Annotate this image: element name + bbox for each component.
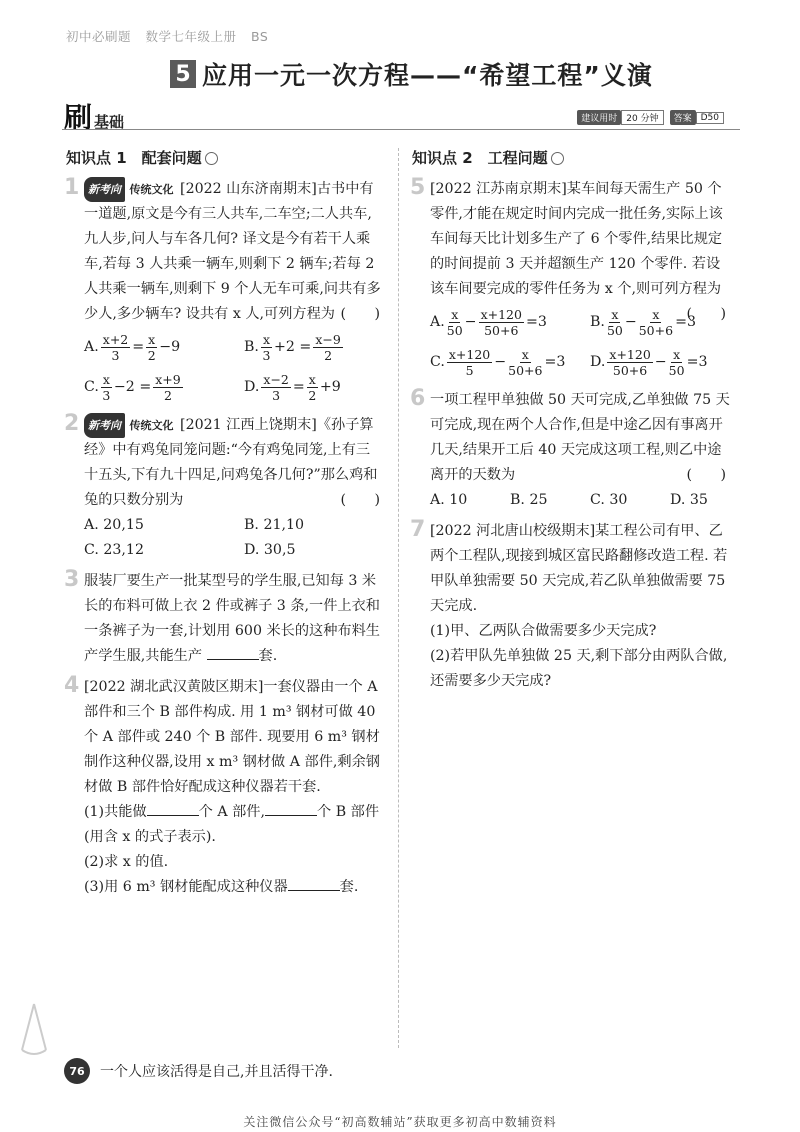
numerator: x [262,331,270,347]
time-value: 20 分钟 [621,110,663,125]
fraction [153,372,182,403]
question-1 [64,175,384,407]
fraction [479,307,524,338]
fraction [447,347,492,378]
fraction [261,332,272,363]
culture-tag: 传统文化 [129,183,174,196]
denominator: 2 [308,387,317,403]
footer [64,1058,333,1084]
numerator: x−9 [315,331,341,347]
option-label: D. [590,353,606,370]
numerator: x+9 [155,371,181,387]
question-number: 2 [64,411,80,436]
question-6 [410,386,730,513]
sub-question-1: (1)甲、乙两队合做需要多少天完成? [430,623,657,639]
sub-text: (3)用 6 m³ 钢材能配成这种仪器 [84,879,288,895]
option-b [244,327,404,367]
edition: BS [251,29,269,44]
sub-question-1 [84,800,384,850]
numerator: x [148,331,156,347]
option-label: A. [430,313,445,330]
answer-paren: ( ) [686,467,726,483]
section-heading-2 [412,146,730,171]
option-label: C. [430,353,445,370]
running-header [66,27,278,45]
denominator: 2 [147,347,156,363]
answer-blank [207,645,259,660]
option-a [430,302,590,342]
tail: +9 [319,378,341,395]
fraction [607,307,623,338]
question-number: 1 [64,175,80,200]
subject-name: 数学七年级上册 [145,29,237,44]
question-text: [2022 河北唐山校级期末]某工程公司有甲、乙两个工程队,现接到城区富民路翻修改造工程. 若甲队单独需要 50 天完成,若乙队单独做需要 75 天完成. [430,523,728,614]
denominator: 3 [262,347,271,363]
sub-text: 个 B 部件(用含 x 的式子表示). [84,804,380,845]
sub-text: 套. [339,879,359,895]
brush-char: 刷 [64,101,93,134]
question-text: [2022 江苏南京期末]某车间每天需生产 50 个零件,才能在规定时间内完成一批任务,实际上该车间每天比计划多生产了 6 个零件,结果比规定的时间提前 3 天并超额生产 120 个零件. 若设该车间要完成的零件任务为 x 个,则可列方程为 [430,181,723,297]
tail: =3 [686,353,708,370]
operator: − [624,313,637,330]
sub-question-3 [84,875,384,900]
tail: =3 [675,313,696,330]
denominator: 2 [324,347,333,363]
denominator: 50 [446,322,463,338]
options [430,488,730,513]
option-c [84,367,244,407]
denominator: 50+6 [484,322,519,338]
time-answer-meta [577,110,730,125]
target-icon [205,152,218,165]
option-b [590,302,750,342]
question-text: 一项工程甲单独做 50 天可完成,乙单独做 75 天可完成,现在两个人合作,但是中途乙因有事离开几天,结果开工后 40 天完成这项工程,则乙中途离开的天数为 [430,392,730,483]
page-number: 76 [64,1058,90,1084]
question-text: [2021 江西上饶期末]《孙子算经》中有鸡兔同笼问题:“今有鸡兔同笼,上有三十五头,下有九十四足,问鸡兔各几何?”那么鸡和兔的只数分别为 [84,417,378,508]
option-d: D. 35 [670,492,708,508]
option-b: B. 21,10 [244,517,305,533]
fraction [146,332,157,363]
target-icon [551,152,564,165]
option-c: C. 30 [590,492,628,508]
denominator: 5 [465,362,474,378]
time-label: 建议用时 [577,110,621,125]
question-text: 服装厂要生产一批某型号的学生服,已知每 3 米长的布料可做上衣 2 件或裤子 3 条,一件上衣和一条裤子为一套,计划用 600 米长的这种布料生产学生服,共能生产 [84,573,380,664]
lesson-title-block [170,56,653,92]
operator: +2 = [274,338,312,355]
option-d [244,367,404,407]
numerator: x [521,346,529,362]
option-a: A. 10 [430,492,468,508]
numerator: x [673,346,681,362]
options [84,513,384,563]
book-name: 初中必刷题 [66,29,132,44]
operator: −2 = [113,378,152,395]
culture-tag: 传统文化 [129,419,174,432]
fraction [508,347,542,378]
section-title: 知识点 2 工程问题 [412,149,548,167]
footer-motto: 一个人应该活得是自己,并且活得干净. [100,1064,333,1080]
option-c [430,342,590,382]
sub-text: (1)共能做 [84,804,147,820]
question-number: 6 [410,386,426,411]
numerator: x+120 [609,346,651,362]
fraction [447,307,463,338]
question-number: 4 [64,673,80,698]
question-5 [410,175,730,382]
denominator: 3 [111,347,120,363]
options [84,327,384,407]
question-2 [64,411,384,563]
option-label: B. [590,313,605,330]
bottom-note: 关注微信公众号“初高数辅站”获取更多初高中数辅资料 [243,1115,557,1129]
numerator: x−2 [263,371,289,387]
question-text: [2022 山东济南期末]古书中有一道题,原文是今有三人共车,二车空;二人共车,九人步,问人与车各几何? 译文是今有若干人乘车,若每 3 人共乘一辆车,则剩下 2 辆车;若每 2 人共乘一辆车,则剩下 9 个人无车可乘,问共有多少人,多少辆车? 设共有 x 人,可列方程为 [84,181,381,322]
option-d [590,342,750,382]
question-tail: 套. [258,648,278,664]
option-label: C. [84,378,99,395]
option-b: B. 25 [510,492,548,508]
option-a [84,327,244,367]
fraction [307,372,318,403]
denominator: 2 [164,387,172,403]
numerator: x [451,306,459,322]
denominator: 50+6 [638,322,674,338]
answer-paren: ( ) [686,306,726,322]
clip-decoration-icon [16,1000,52,1060]
section-title: 知识点 1 配套问题 [66,149,202,167]
answer-blank [147,801,199,816]
operator: − [654,353,667,370]
fraction [669,347,685,378]
answer-paren: ( ) [340,492,380,508]
numerator: x [611,306,619,322]
option-a: A. 20,15 [84,517,144,533]
numerator: x+2 [102,331,129,347]
left-column [66,146,384,906]
denominator: 50 [668,362,685,378]
option-d: D. 30,5 [244,542,296,558]
section-heading-1 [66,146,384,171]
fraction [313,332,342,363]
numerator: x [652,306,660,322]
numerator: x+120 [448,346,491,362]
sub-question-2: (2)求 x 的值. [84,854,169,870]
sub-text: 个 A 部件, [198,804,266,820]
operator: = [292,378,305,395]
brush-label [64,96,124,136]
fraction [101,332,130,363]
fraction [261,372,290,403]
denominator: 50+6 [508,362,543,378]
header-divider [62,129,740,130]
tail: =3 [544,353,566,370]
option-label: B. [244,338,259,355]
new-trend-tag: 新考向 [84,413,125,438]
answer-page: D50 [696,112,724,124]
denominator: 50 [606,322,623,338]
question-4 [64,673,384,900]
denominator: 3 [272,387,281,403]
denominator: 50+6 [612,362,648,378]
answer-label: 答案 [670,110,696,125]
denominator: 3 [102,387,111,403]
question-number: 3 [64,567,80,592]
tail: =3 [525,313,547,330]
question-3 [64,567,384,669]
column-divider [398,148,399,1048]
answer-blank [288,876,340,891]
tail: −9 [159,338,181,355]
question-7 [410,517,730,694]
options [430,302,708,382]
question-text: [2022 湖北武汉黄陂区期末]一套仪器由一个 A 部件和三个 B 部件构成. 用 1 m³ 钢材可做 40 个 A 部件或 240 个 B 部件. 现要用 6 m³ 钢材制作这种仪器,设用 x m³ 钢材做 A 部件,剩余钢材做 B 部件恰好配成这种仪器若干套. [84,679,380,795]
fraction [101,372,112,403]
fraction [639,307,673,338]
sub-question-2: (2)若甲队先单独做 25 天,剩下部分由两队合做,还需要多少天完成? [430,648,728,689]
question-number: 5 [410,175,426,200]
new-trend-tag: 新考向 [84,177,125,202]
option-label: D. [244,378,260,395]
numerator: x [308,371,316,387]
page-title: 应用一元一次方程——“希望工程”义演 [202,61,653,90]
fraction [607,347,652,378]
operator: = [132,338,145,355]
option-c: C. 23,12 [84,542,144,558]
question-number: 7 [410,517,426,542]
option-label: A. [84,338,99,355]
brush-level: 基础 [94,113,125,131]
right-column [412,146,730,700]
numerator: x [102,371,110,387]
operator: − [494,353,507,370]
lesson-number-badge: 5 [170,60,196,88]
answer-paren: ( ) [340,306,380,322]
operator: − [464,313,477,330]
numerator: x+120 [480,306,522,322]
answer-blank [265,801,317,816]
